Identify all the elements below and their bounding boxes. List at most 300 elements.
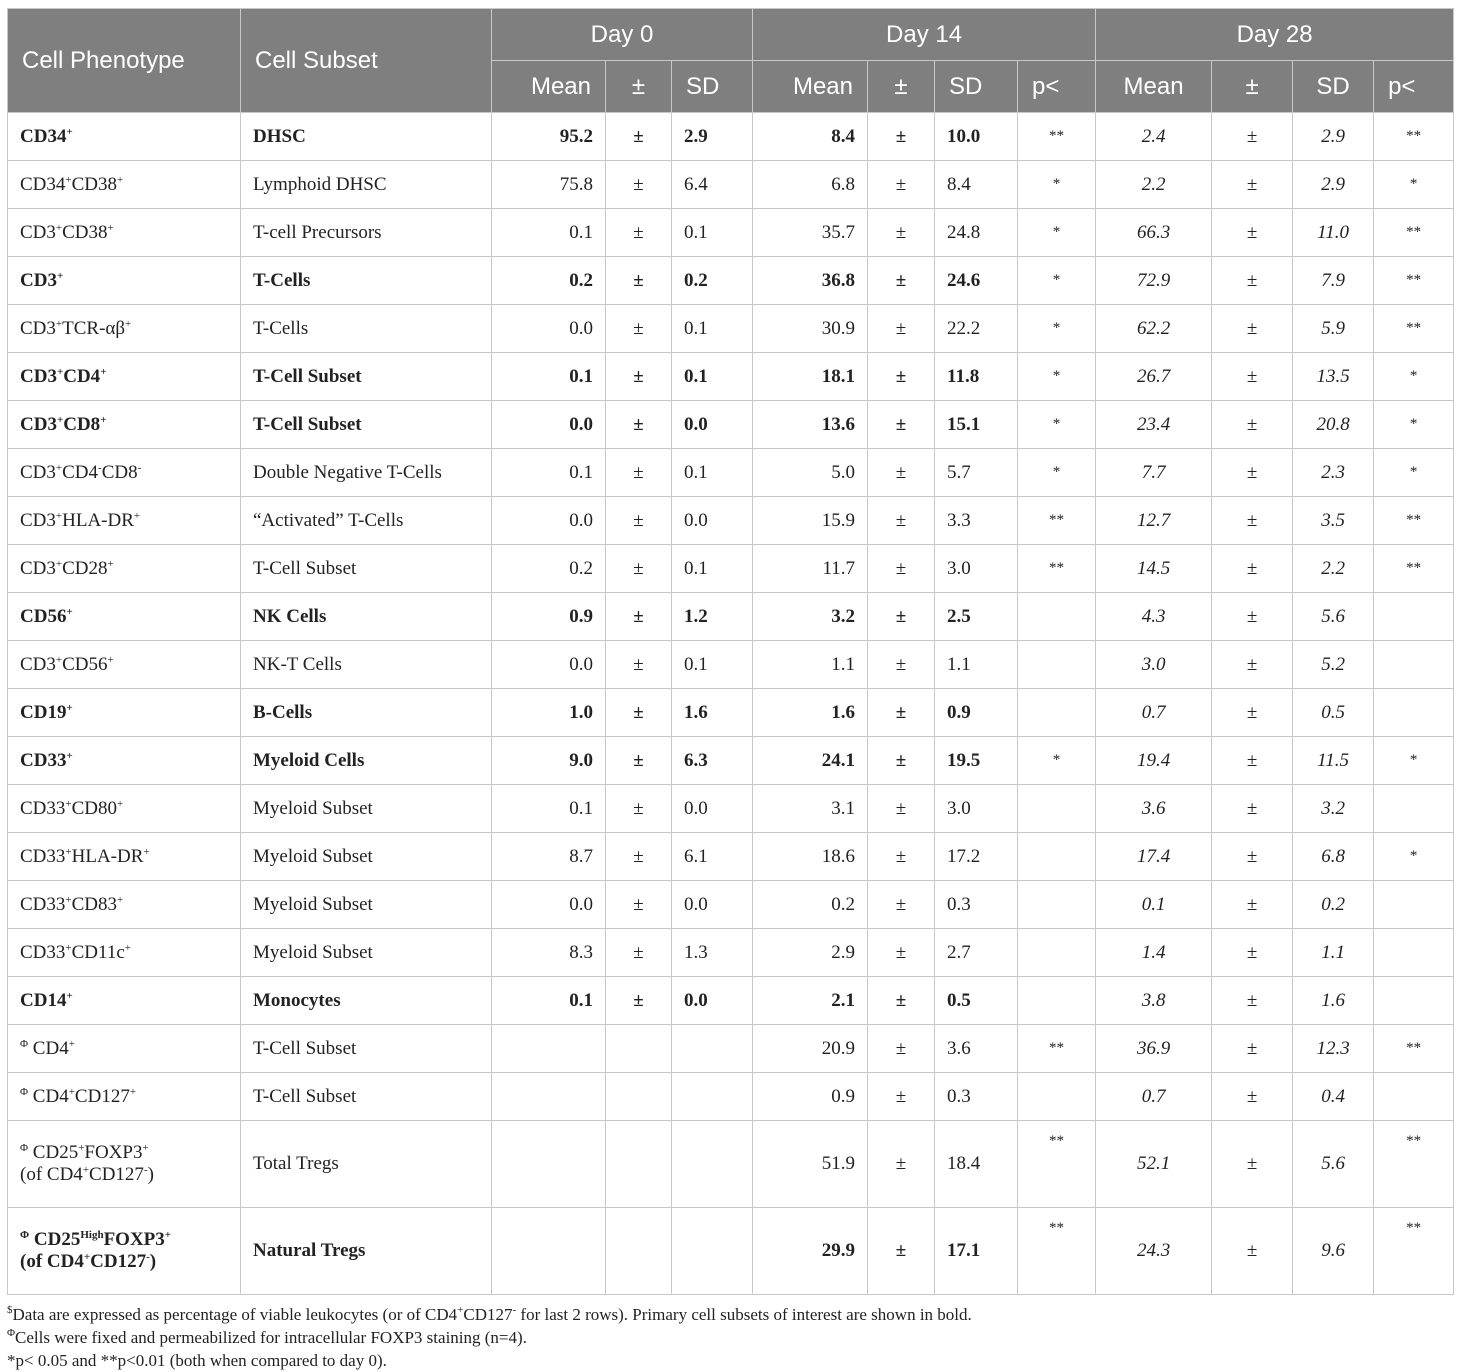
- day14-mean: 0.9: [753, 1073, 868, 1121]
- day28-mean: 4.3: [1096, 593, 1212, 641]
- header-sd: SD: [672, 61, 753, 113]
- day0-sd: 1.3: [672, 929, 753, 977]
- day14-pm: ±: [868, 737, 935, 785]
- day0-pm: ±: [606, 545, 672, 593]
- day0-sd: 0.1: [672, 641, 753, 689]
- header-p: p<: [1374, 61, 1454, 113]
- day0-sd: 6.3: [672, 737, 753, 785]
- day14-pm: ±: [868, 449, 935, 497]
- cell-subset: T-Cells: [241, 257, 492, 305]
- day28-pm: ±: [1212, 1073, 1293, 1121]
- day28-sd: 9.6: [1293, 1208, 1374, 1295]
- day14-pm: ±: [868, 977, 935, 1025]
- day28-mean: 1.4: [1096, 929, 1212, 977]
- cell-subset: NK-T Cells: [241, 641, 492, 689]
- day28-sd: 5.2: [1293, 641, 1374, 689]
- day14-mean: 30.9: [753, 305, 868, 353]
- day0-sd: 1.2: [672, 593, 753, 641]
- day14-pm: ±: [868, 1208, 935, 1295]
- day14-p: **: [1018, 1025, 1096, 1073]
- cell-phenotype: CD3+CD28+: [8, 545, 241, 593]
- day0-pm: ±: [606, 977, 672, 1025]
- cell-subset: T-Cell Subset: [241, 545, 492, 593]
- day28-sd: 7.9: [1293, 257, 1374, 305]
- day28-p: [1374, 929, 1454, 977]
- day28-sd: 6.8: [1293, 833, 1374, 881]
- day14-p: **: [1018, 497, 1096, 545]
- day14-mean: 51.9: [753, 1121, 868, 1208]
- day14-sd: 2.7: [935, 929, 1018, 977]
- day28-pm: ±: [1212, 1025, 1293, 1073]
- cell-phenotype: CD33+CD83+: [8, 881, 241, 929]
- cell-subset: “Activated” T-Cells: [241, 497, 492, 545]
- day14-mean: 3.1: [753, 785, 868, 833]
- day0-sd: 6.4: [672, 161, 753, 209]
- day0-mean: 0.0: [492, 497, 606, 545]
- day14-p: *: [1018, 161, 1096, 209]
- day28-sd: 11.5: [1293, 737, 1374, 785]
- day0-mean: 8.7: [492, 833, 606, 881]
- day0-sd: 1.6: [672, 689, 753, 737]
- day0-sd: 0.0: [672, 785, 753, 833]
- day28-pm: ±: [1212, 401, 1293, 449]
- day0-mean: 0.0: [492, 401, 606, 449]
- day28-p: **: [1374, 497, 1454, 545]
- day0-mean: 0.2: [492, 545, 606, 593]
- day14-pm: ±: [868, 497, 935, 545]
- day28-p: **: [1374, 113, 1454, 161]
- day28-pm: ±: [1212, 545, 1293, 593]
- day14-pm: ±: [868, 689, 935, 737]
- table-row: [8, 737, 1454, 785]
- day14-p: [1018, 929, 1096, 977]
- day0-mean: 75.8: [492, 161, 606, 209]
- day28-p: [1374, 689, 1454, 737]
- day28-sd: 5.6: [1293, 593, 1374, 641]
- day14-sd: 2.5: [935, 593, 1018, 641]
- day28-sd: 12.3: [1293, 1025, 1374, 1073]
- day28-p: [1374, 593, 1454, 641]
- day14-pm: ±: [868, 401, 935, 449]
- cell-phenotype: CD33+HLA-DR+: [8, 833, 241, 881]
- day14-sd: 22.2: [935, 305, 1018, 353]
- day14-p: [1018, 689, 1096, 737]
- day28-pm: ±: [1212, 929, 1293, 977]
- day0-pm: ±: [606, 305, 672, 353]
- day14-sd: 3.0: [935, 785, 1018, 833]
- cell-phenotype: CD3+TCR-αβ+: [8, 305, 241, 353]
- day28-sd: 2.9: [1293, 161, 1374, 209]
- day14-p: *: [1018, 353, 1096, 401]
- day14-p: [1018, 1073, 1096, 1121]
- cell-phenotype: CD3+CD38+: [8, 209, 241, 257]
- cell-phenotype: CD3+: [8, 257, 241, 305]
- day0-pm: ±: [606, 209, 672, 257]
- footnote: $^\Phi$Cells were fixed and permeabilized for intracellular FOXP3 staining (n=4).: [7, 1327, 527, 1347]
- table-row: [8, 113, 1454, 161]
- day28-sd: 1.1: [1293, 929, 1374, 977]
- day14-sd: 1.1: [935, 641, 1018, 689]
- day0-mean: 0.1: [492, 209, 606, 257]
- day28-pm: ±: [1212, 641, 1293, 689]
- day14-pm: ±: [868, 785, 935, 833]
- day14-pm: ±: [868, 161, 935, 209]
- day0-mean: 8.3: [492, 929, 606, 977]
- header-day14: Day 14: [753, 9, 1096, 61]
- table-row: [8, 1121, 1454, 1208]
- day14-p: *: [1018, 449, 1096, 497]
- day28-p: *: [1374, 833, 1454, 881]
- day28-mean: 12.7: [1096, 497, 1212, 545]
- day14-mean: 35.7: [753, 209, 868, 257]
- day0-mean: 0.1: [492, 785, 606, 833]
- table-row: [8, 161, 1454, 209]
- day14-mean: 18.6: [753, 833, 868, 881]
- day28-mean: 24.3: [1096, 1208, 1212, 1295]
- table-body: [8, 113, 1454, 1295]
- day0-mean: 0.0: [492, 881, 606, 929]
- cell-phenotype: CD33+CD11c+: [8, 929, 241, 977]
- day14-mean: 11.7: [753, 545, 868, 593]
- header-sd: SD: [1293, 61, 1374, 113]
- day28-sd: 2.2: [1293, 545, 1374, 593]
- header-day0: Day 0: [492, 9, 753, 61]
- day28-pm: ±: [1212, 689, 1293, 737]
- day28-mean: 52.1: [1096, 1121, 1212, 1208]
- day28-mean: 0.1: [1096, 881, 1212, 929]
- day0-mean: 0.2: [492, 257, 606, 305]
- day28-p: **: [1374, 305, 1454, 353]
- day14-sd: 3.3: [935, 497, 1018, 545]
- cell-phenotype: CD56+: [8, 593, 241, 641]
- day14-pm: ±: [868, 209, 935, 257]
- day14-sd: 24.6: [935, 257, 1018, 305]
- day28-mean: 3.8: [1096, 977, 1212, 1025]
- day14-p: *: [1018, 257, 1096, 305]
- day14-pm: ±: [868, 1073, 935, 1121]
- table-row: [8, 689, 1454, 737]
- day28-mean: 17.4: [1096, 833, 1212, 881]
- header-mean: Mean: [753, 61, 868, 113]
- day14-mean: 29.9: [753, 1208, 868, 1295]
- table-row: [8, 833, 1454, 881]
- results-table-container: [7, 8, 1453, 1372]
- day14-p: *: [1018, 209, 1096, 257]
- day14-mean: 3.2: [753, 593, 868, 641]
- cell-subset: Double Negative T-Cells: [241, 449, 492, 497]
- table-row: [8, 401, 1454, 449]
- day14-p: [1018, 833, 1096, 881]
- cell-subset: Total Tregs: [241, 1121, 492, 1208]
- day14-sd: 3.6: [935, 1025, 1018, 1073]
- day28-p: [1374, 977, 1454, 1025]
- table-row: [8, 209, 1454, 257]
- day0-sd: 0.2: [672, 257, 753, 305]
- cell-phenotype: $^\Phi$ CD4+: [8, 1025, 241, 1073]
- day0-mean: [492, 1073, 606, 1121]
- day0-pm: ±: [606, 161, 672, 209]
- day0-pm: ±: [606, 257, 672, 305]
- table-row: [8, 1025, 1454, 1073]
- cell-subset: T-Cell Subset: [241, 1073, 492, 1121]
- day14-sd: 17.2: [935, 833, 1018, 881]
- cell-subset: NK Cells: [241, 593, 492, 641]
- day0-pm: ±: [606, 689, 672, 737]
- day14-mean: 20.9: [753, 1025, 868, 1073]
- day14-pm: ±: [868, 257, 935, 305]
- day14-p: [1018, 641, 1096, 689]
- table-row: [8, 353, 1454, 401]
- day0-mean: 0.0: [492, 641, 606, 689]
- cell-subset: T-Cells: [241, 305, 492, 353]
- day0-pm: [606, 1208, 672, 1295]
- day14-sd: 0.3: [935, 1073, 1018, 1121]
- day0-mean: 1.0: [492, 689, 606, 737]
- day28-p: *: [1374, 449, 1454, 497]
- day28-pm: ±: [1212, 161, 1293, 209]
- header-day28: Day 28: [1096, 9, 1454, 61]
- cell-phenotype: CD3+CD56+: [8, 641, 241, 689]
- day14-sd: 24.8: [935, 209, 1018, 257]
- day28-pm: ±: [1212, 353, 1293, 401]
- day0-pm: ±: [606, 593, 672, 641]
- day0-sd: 0.0: [672, 497, 753, 545]
- day14-p: **: [1018, 545, 1096, 593]
- day28-sd: 5.6: [1293, 1121, 1374, 1208]
- day28-p: **: [1374, 545, 1454, 593]
- cell-phenotype: $^\Phi$ CD25+FOXP3+ (of CD4+CD127-): [8, 1121, 241, 1208]
- day28-sd: 13.5: [1293, 353, 1374, 401]
- day14-p: [1018, 593, 1096, 641]
- day28-mean: 62.2: [1096, 305, 1212, 353]
- cell-phenotype: CD33+: [8, 737, 241, 785]
- day14-pm: ±: [868, 593, 935, 641]
- cell-subset: Myeloid Cells: [241, 737, 492, 785]
- day14-sd: 8.4: [935, 161, 1018, 209]
- day28-mean: 23.4: [1096, 401, 1212, 449]
- day0-mean: 9.0: [492, 737, 606, 785]
- day14-pm: ±: [868, 641, 935, 689]
- table-row: [8, 1073, 1454, 1121]
- day0-pm: ±: [606, 449, 672, 497]
- cell-phenotype: $^\Phi$ CD4+CD127+: [8, 1073, 241, 1121]
- cell-phenotype: CD34+: [8, 113, 241, 161]
- day0-sd: 0.0: [672, 977, 753, 1025]
- day28-pm: ±: [1212, 113, 1293, 161]
- day0-pm: ±: [606, 641, 672, 689]
- cell-phenotype: CD33+CD80+: [8, 785, 241, 833]
- day28-p: [1374, 785, 1454, 833]
- day28-pm: ±: [1212, 1208, 1293, 1295]
- day14-p: *: [1018, 737, 1096, 785]
- table-row: [8, 497, 1454, 545]
- day28-pm: ±: [1212, 737, 1293, 785]
- day28-p: **: [1374, 1025, 1454, 1073]
- day14-pm: ±: [868, 833, 935, 881]
- day14-mean: 18.1: [753, 353, 868, 401]
- day14-mean: 24.1: [753, 737, 868, 785]
- day0-pm: ±: [606, 401, 672, 449]
- day14-mean: 1.6: [753, 689, 868, 737]
- day14-sd: 11.8: [935, 353, 1018, 401]
- day14-pm: ±: [868, 305, 935, 353]
- day14-pm: ±: [868, 881, 935, 929]
- day14-mean: 13.6: [753, 401, 868, 449]
- day28-sd: 1.6: [1293, 977, 1374, 1025]
- day14-p: **: [1018, 1121, 1096, 1208]
- day28-sd: 20.8: [1293, 401, 1374, 449]
- day14-p: **: [1018, 1208, 1096, 1295]
- cell-phenotype: CD14+: [8, 977, 241, 1025]
- header-mean: Mean: [492, 61, 606, 113]
- day28-mean: 3.0: [1096, 641, 1212, 689]
- day14-mean: 2.1: [753, 977, 868, 1025]
- day28-p: **: [1374, 1208, 1454, 1295]
- footnote: $Data are expressed as percentage of viable leukocytes (or of CD4+CD127- for last 2 rows). Primary cell subsets of interest are shown in bold.: [7, 1304, 972, 1324]
- day28-sd: 5.9: [1293, 305, 1374, 353]
- cell-subset: T-cell Precursors: [241, 209, 492, 257]
- day0-pm: ±: [606, 929, 672, 977]
- day28-sd: 0.5: [1293, 689, 1374, 737]
- cell-phenotype: $^\Phi$ $CD25^{High}FOXP3^+$ (of CD4+CD127-): [8, 1208, 241, 1295]
- day14-mean: 15.9: [753, 497, 868, 545]
- day28-mean: 14.5: [1096, 545, 1212, 593]
- day28-mean: 36.9: [1096, 1025, 1212, 1073]
- day0-sd: 0.0: [672, 401, 753, 449]
- day14-sd: 17.1: [935, 1208, 1018, 1295]
- cell-subset: Monocytes: [241, 977, 492, 1025]
- header-cell-phenotype: Cell Phenotype: [8, 9, 241, 113]
- day28-p: *: [1374, 161, 1454, 209]
- day0-pm: [606, 1121, 672, 1208]
- day0-sd: 6.1: [672, 833, 753, 881]
- day0-sd: 0.1: [672, 353, 753, 401]
- header-sd: SD: [935, 61, 1018, 113]
- day28-mean: 2.2: [1096, 161, 1212, 209]
- day0-pm: [606, 1025, 672, 1073]
- day0-sd: [672, 1121, 753, 1208]
- cell-subset: T-Cell Subset: [241, 401, 492, 449]
- day28-p: *: [1374, 353, 1454, 401]
- day14-sd: 5.7: [935, 449, 1018, 497]
- table-row: [8, 881, 1454, 929]
- cell-subset: Natural Tregs: [241, 1208, 492, 1295]
- day14-p: [1018, 881, 1096, 929]
- day14-mean: 2.9: [753, 929, 868, 977]
- day14-pm: ±: [868, 113, 935, 161]
- day0-pm: ±: [606, 785, 672, 833]
- day14-sd: 19.5: [935, 737, 1018, 785]
- day0-pm: ±: [606, 497, 672, 545]
- day28-sd: 2.9: [1293, 113, 1374, 161]
- day28-pm: ±: [1212, 209, 1293, 257]
- day0-mean: 0.1: [492, 449, 606, 497]
- day28-pm: ±: [1212, 1121, 1293, 1208]
- day0-mean: [492, 1025, 606, 1073]
- day0-sd: [672, 1025, 753, 1073]
- table-row: [8, 305, 1454, 353]
- day28-mean: 19.4: [1096, 737, 1212, 785]
- cell-phenotype: CD3+HLA-DR+: [8, 497, 241, 545]
- day0-mean: 0.1: [492, 977, 606, 1025]
- day14-sd: 0.3: [935, 881, 1018, 929]
- day28-sd: 0.2: [1293, 881, 1374, 929]
- table-row: [8, 449, 1454, 497]
- cell-subset: Lymphoid DHSC: [241, 161, 492, 209]
- day28-pm: ±: [1212, 593, 1293, 641]
- cell-subset: Myeloid Subset: [241, 929, 492, 977]
- day28-pm: ±: [1212, 881, 1293, 929]
- cell-subset: Myeloid Subset: [241, 881, 492, 929]
- day0-pm: ±: [606, 737, 672, 785]
- day14-sd: 10.0: [935, 113, 1018, 161]
- day14-sd: 15.1: [935, 401, 1018, 449]
- day0-sd: 0.1: [672, 209, 753, 257]
- day28-pm: ±: [1212, 977, 1293, 1025]
- cell-subset: T-Cell Subset: [241, 1025, 492, 1073]
- header-p: p<: [1018, 61, 1096, 113]
- footnotes: [7, 1303, 1453, 1372]
- day14-p: [1018, 977, 1096, 1025]
- day14-mean: 8.4: [753, 113, 868, 161]
- day28-sd: 11.0: [1293, 209, 1374, 257]
- day0-pm: [606, 1073, 672, 1121]
- day0-mean: [492, 1208, 606, 1295]
- day14-sd: 18.4: [935, 1121, 1018, 1208]
- day28-sd: 2.3: [1293, 449, 1374, 497]
- day0-mean: [492, 1121, 606, 1208]
- day28-p: [1374, 1073, 1454, 1121]
- day0-pm: ±: [606, 353, 672, 401]
- header-cell-subset: Cell Subset: [241, 9, 492, 113]
- header-pm: ±: [868, 61, 935, 113]
- day28-sd: 0.4: [1293, 1073, 1374, 1121]
- day28-pm: ±: [1212, 785, 1293, 833]
- day14-sd: 3.0: [935, 545, 1018, 593]
- cell-subset: DHSC: [241, 113, 492, 161]
- cell-subset: T-Cell Subset: [241, 353, 492, 401]
- day0-sd: 0.1: [672, 449, 753, 497]
- day28-p: **: [1374, 257, 1454, 305]
- table-row: [8, 977, 1454, 1025]
- day0-sd: 0.1: [672, 305, 753, 353]
- day14-pm: ±: [868, 353, 935, 401]
- table-row: [8, 593, 1454, 641]
- table-row: [8, 641, 1454, 689]
- header-pm: ±: [1212, 61, 1293, 113]
- header-mean: Mean: [1096, 61, 1212, 113]
- day14-p: *: [1018, 305, 1096, 353]
- footnote: *p< 0.05 and **p<0.01 (both when compared to day 0).: [7, 1351, 387, 1370]
- day28-mean: 0.7: [1096, 689, 1212, 737]
- day0-sd: [672, 1208, 753, 1295]
- cell-subset: Myeloid Subset: [241, 785, 492, 833]
- day0-sd: 0.0: [672, 881, 753, 929]
- day28-mean: 0.7: [1096, 1073, 1212, 1121]
- day28-mean: 66.3: [1096, 209, 1212, 257]
- table-row: [8, 929, 1454, 977]
- day28-p: *: [1374, 401, 1454, 449]
- cell-phenotype-table: [7, 8, 1454, 1295]
- day0-mean: 0.0: [492, 305, 606, 353]
- day28-pm: ±: [1212, 257, 1293, 305]
- cell-phenotype: CD3+CD4+: [8, 353, 241, 401]
- day28-mean: 3.6: [1096, 785, 1212, 833]
- day0-sd: 0.1: [672, 545, 753, 593]
- day14-mean: 1.1: [753, 641, 868, 689]
- day14-sd: 0.5: [935, 977, 1018, 1025]
- cell-phenotype: CD3+CD8+: [8, 401, 241, 449]
